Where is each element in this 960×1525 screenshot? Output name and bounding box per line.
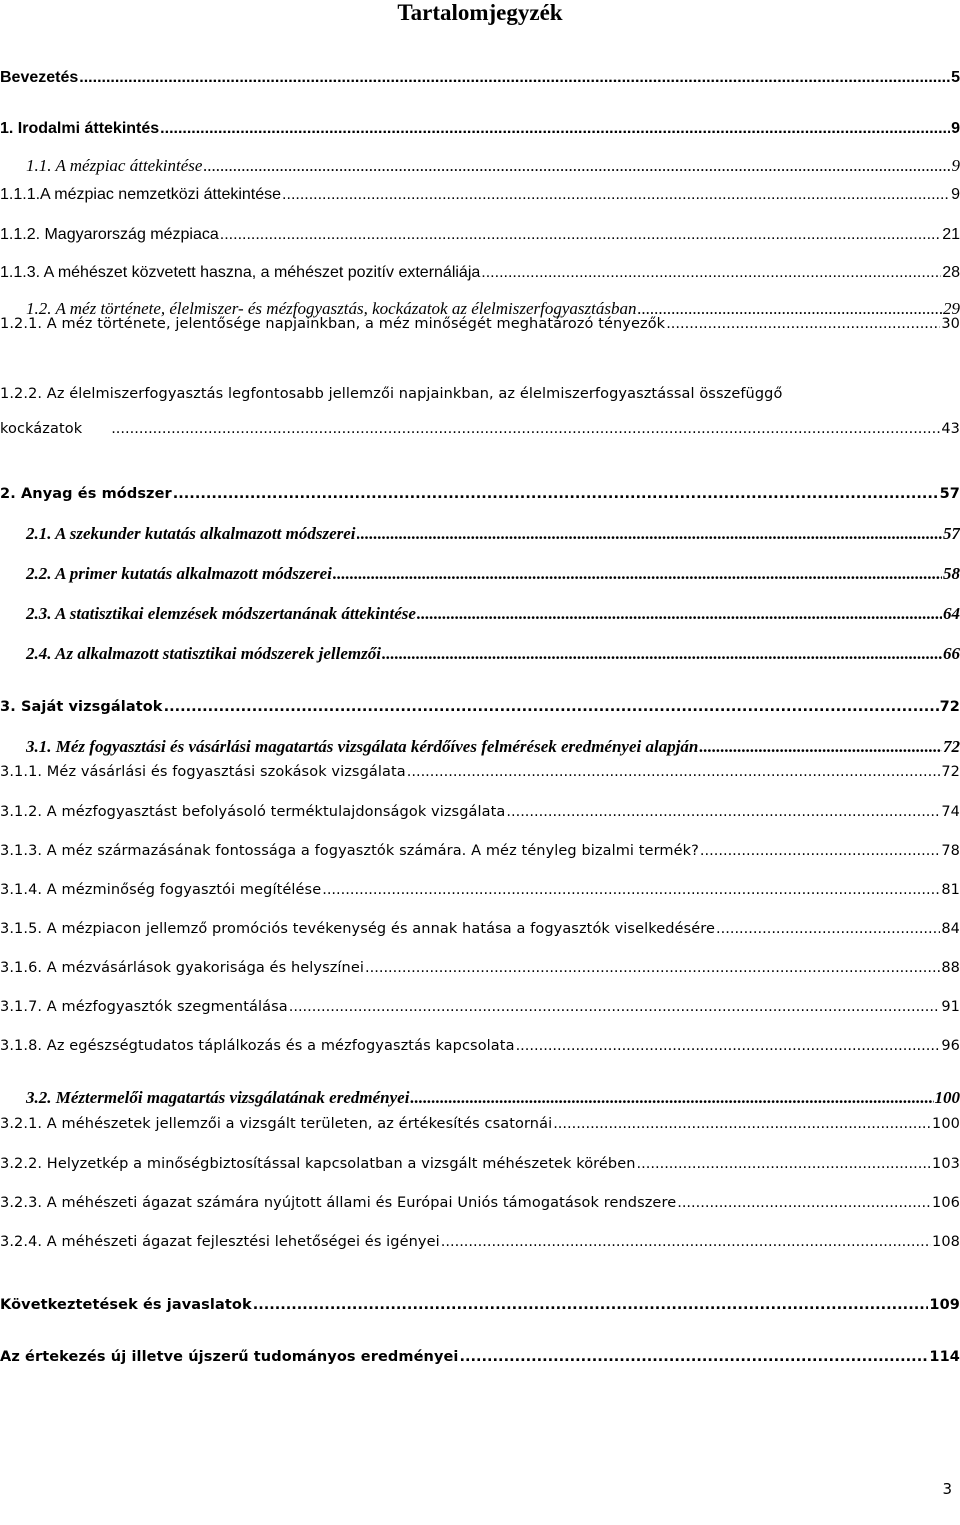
leader-dots <box>220 226 941 244</box>
toc-entry-page: 43 <box>941 421 960 437</box>
toc-entry-label: 3.2.2. Helyzetkép a minőségbiztosítással kapcsolatban a vizsgált méhészetek körében <box>0 1156 636 1172</box>
toc-entry-2-1[interactable] <box>0 524 960 544</box>
toc-entry-page: 57 <box>939 486 960 502</box>
leader-dots <box>382 644 942 664</box>
toc-entry-page: 28 <box>942 264 960 281</box>
toc-entry-label: 1. Irodalmi áttekintés <box>0 120 160 137</box>
leader-dots <box>203 156 950 176</box>
toc-entry-label: 3.2.1. A méhészetek jellemzői a vizsgált területen, az értékesítés csatornái <box>0 1116 553 1132</box>
toc-entry-label: 3.1.4. A mézminőség fogyasztói megítélése <box>0 882 322 898</box>
toc-entry-label: 3.1.2. A mézfogyasztást befolyásoló terméktulajdonságok vizsgálata <box>0 804 506 820</box>
toc-entry-page: 78 <box>941 843 960 859</box>
toc-entry-page: 72 <box>941 764 960 780</box>
toc-entry-label: 1.1.2. Magyarország mézpiaca <box>0 226 219 243</box>
toc-entry-page: 9 <box>951 186 960 203</box>
toc-title: Tartalomjegyzék <box>397 0 563 25</box>
toc-entry-label: kockázatok <box>0 421 83 437</box>
toc-entry-conclusions[interactable] <box>0 1297 960 1314</box>
toc-entry-3-1[interactable] <box>0 737 960 757</box>
toc-entry-page: 66 <box>943 644 960 663</box>
leader-dots <box>506 804 940 821</box>
leader-dots <box>666 316 940 333</box>
toc-entry-1-1-3[interactable] <box>0 264 960 282</box>
toc-entry-label: 3.1.6. A mézvásárlások gyakorisága és helyszínei <box>0 960 365 976</box>
toc-entry-3-1-4[interactable] <box>0 882 960 899</box>
toc-entry-page: 9 <box>951 156 960 175</box>
leader-dots <box>164 699 939 716</box>
leader-dots <box>716 921 940 938</box>
toc-entry-page: 74 <box>941 804 960 820</box>
toc-entry-label: 1.2.1. A méz története, jelentősége napjainkban, a méz minőségét meghatározó tényezők <box>0 316 666 332</box>
toc-entry-introduction[interactable] <box>0 69 960 87</box>
leader-dots <box>282 186 950 204</box>
toc-entry-2[interactable] <box>0 486 960 503</box>
toc-entry-label: 3.1.1. Méz vásárlási és fogyasztási szokások vizsgálata <box>0 764 406 780</box>
leader-dots <box>441 1234 931 1251</box>
leader-dots <box>481 264 941 282</box>
toc-entry-label: 3. Saját vizsgálatok <box>0 699 163 715</box>
toc-entry-3-1-1[interactable] <box>0 764 960 781</box>
toc-entry-3-2-3[interactable] <box>0 1195 960 1212</box>
toc-entry-page: 64 <box>943 604 960 623</box>
toc-entry-1-1[interactable] <box>0 156 960 176</box>
leader-dots <box>79 69 950 87</box>
toc-entry-page: 9 <box>951 120 960 137</box>
toc-entry-1-1-1[interactable] <box>0 186 960 204</box>
leader-dots <box>173 486 939 503</box>
toc-entry-label: 1.2. A méz története, élelmiszer- és mézfogyasztás, kockázatok az élelmiszerfogyasztásban <box>26 299 637 318</box>
toc-entry-1-2-2-line1[interactable]: 1.2.2. Az élelmiszerfogyasztás legfontosabb jellemzői napjainkban, az élelmiszerfogyasztással összefüggő <box>0 386 783 402</box>
leader-dots <box>357 524 943 544</box>
toc-entry-page: 57 <box>943 524 960 543</box>
toc-entry-page: 72 <box>939 699 960 715</box>
toc-entry-page: 5 <box>951 69 960 86</box>
toc-entry-1[interactable] <box>0 120 960 138</box>
toc-entry-3-1-7[interactable] <box>0 999 960 1016</box>
toc-entry-label: Következtetések és javaslatok <box>0 1297 252 1313</box>
leader-dots <box>253 1297 929 1314</box>
toc-entry-label: 3.2.3. A méhészeti ágazat számára nyújtott állami és Európai Uniós támogatások rendszere <box>0 1195 677 1211</box>
toc-entry-page: 100 <box>932 1116 960 1132</box>
toc-entry-label: 1.1.3. A méhészet közvetett haszna, a méhészet pozitív externáliája <box>0 264 481 281</box>
leader-dots <box>111 421 940 438</box>
leader-dots <box>553 1116 931 1133</box>
leader-dots <box>160 120 950 138</box>
toc-entry-page: 72 <box>943 737 960 756</box>
toc-entry-label: 3.1.7. A mézfogyasztók szegmentálása <box>0 999 288 1015</box>
toc-entry-page: 88 <box>941 960 960 976</box>
toc-entry-3-1-2[interactable] <box>0 804 960 821</box>
leader-dots <box>407 764 941 781</box>
toc-entry-label: 2.2. A primer kutatás alkalmazott módszerei <box>26 564 332 583</box>
toc-entry-3-1-6[interactable] <box>0 960 960 977</box>
toc-entry-page: 21 <box>942 226 960 243</box>
toc-entry-label: 3.1. Méz fogyasztási és vásárlási magatartás vizsgálata kérdőíves felmérések eredményei alapján <box>26 737 699 756</box>
toc-entry-3-1-5[interactable] <box>0 921 960 938</box>
leader-dots <box>460 1349 929 1366</box>
leader-dots <box>700 843 940 860</box>
toc-entry-3[interactable] <box>0 699 960 716</box>
toc-entry-3-1-3[interactable] <box>0 843 960 860</box>
toc-entry-3-2-1[interactable] <box>0 1116 960 1133</box>
toc-entry-label: 1.1.1.A mézpiac nemzetközi áttekintése <box>0 186 282 203</box>
toc-entry-page: 106 <box>932 1195 960 1211</box>
leader-dots <box>333 564 942 584</box>
toc-entry-3-2-4[interactable] <box>0 1234 960 1251</box>
toc-entry-page: 100 <box>934 1088 960 1107</box>
toc-entry-page: 29 <box>943 299 960 318</box>
toc-entry-page: 84 <box>941 921 960 937</box>
leader-dots <box>637 1156 931 1173</box>
leader-dots <box>699 737 942 757</box>
toc-entry-label: 3.1.8. Az egészségtudatos táplálkozás és a mézfogyasztás kapcsolata <box>0 1038 515 1054</box>
leader-dots <box>677 1195 931 1212</box>
toc-entry-label: 2.4. Az alkalmazott statisztikai módszerek jellemzői <box>26 644 381 663</box>
toc-entry-1-2-1[interactable] <box>0 316 960 333</box>
toc-entry-2-2[interactable] <box>0 564 960 584</box>
toc-entry-page: 109 <box>929 1297 960 1313</box>
toc-entry-label: 3.1.3. A méz származásának fontossága a fogyasztók számára. A méz tényleg bizalmi termék? <box>0 843 699 859</box>
toc-entry-3-2[interactable] <box>0 1088 960 1108</box>
toc-entry-label: 2. Anyag és módszer <box>0 486 172 502</box>
toc-entry-label: 2.3. A statisztikai elemzések módszertanának áttekintése <box>26 604 416 623</box>
toc-entry-label: 3.2. Méztermelői magatartás vizsgálatának eredményei <box>26 1088 410 1107</box>
toc-entry-page: 96 <box>941 1038 960 1054</box>
toc-entry-page: 108 <box>932 1234 960 1250</box>
toc-entry-3-1-8[interactable] <box>0 1038 960 1055</box>
toc-entry-label: 3.1.5. A mézpiacon jellemző promóciós tevékenység és annak hatása a fogyasztók viselkedésére <box>0 921 716 937</box>
toc-entry-label: 2.1. A szekunder kutatás alkalmazott módszerei <box>26 524 356 543</box>
toc-entry-page: 91 <box>941 999 960 1015</box>
toc-entry-page: 58 <box>943 564 960 583</box>
toc-entry-label: 3.2.4. A méhészeti ágazat fejlesztési lehetőségei és igényei <box>0 1234 440 1250</box>
toc-entry-2-3[interactable] <box>0 604 960 624</box>
page-number: 3 <box>942 1480 952 1498</box>
leader-dots <box>322 882 940 899</box>
leader-dots <box>365 960 940 977</box>
toc-entry-page: 30 <box>941 316 960 332</box>
leader-dots <box>516 1038 941 1055</box>
toc-entry-label: Az értekezés új illetve újszerű tudományos eredményei <box>0 1349 459 1365</box>
toc-entry-page: 81 <box>941 882 960 898</box>
toc-entry-1-1-2[interactable] <box>0 226 960 244</box>
toc-entry-1-2-2[interactable] <box>0 421 960 438</box>
toc-entry-new-results[interactable] <box>0 1349 960 1366</box>
toc-entry-3-2-2[interactable] <box>0 1156 960 1173</box>
toc-entry-page: 103 <box>932 1156 960 1172</box>
leader-dots <box>410 1088 933 1108</box>
toc-entry-label: Bevezetés <box>0 69 79 86</box>
toc-entry-label: 1.1. A mézpiac áttekintése <box>26 156 203 175</box>
toc-entry-2-4[interactable] <box>0 644 960 664</box>
leader-dots <box>417 604 942 624</box>
toc-entry-page: 114 <box>929 1349 960 1365</box>
leader-dots <box>289 999 941 1016</box>
